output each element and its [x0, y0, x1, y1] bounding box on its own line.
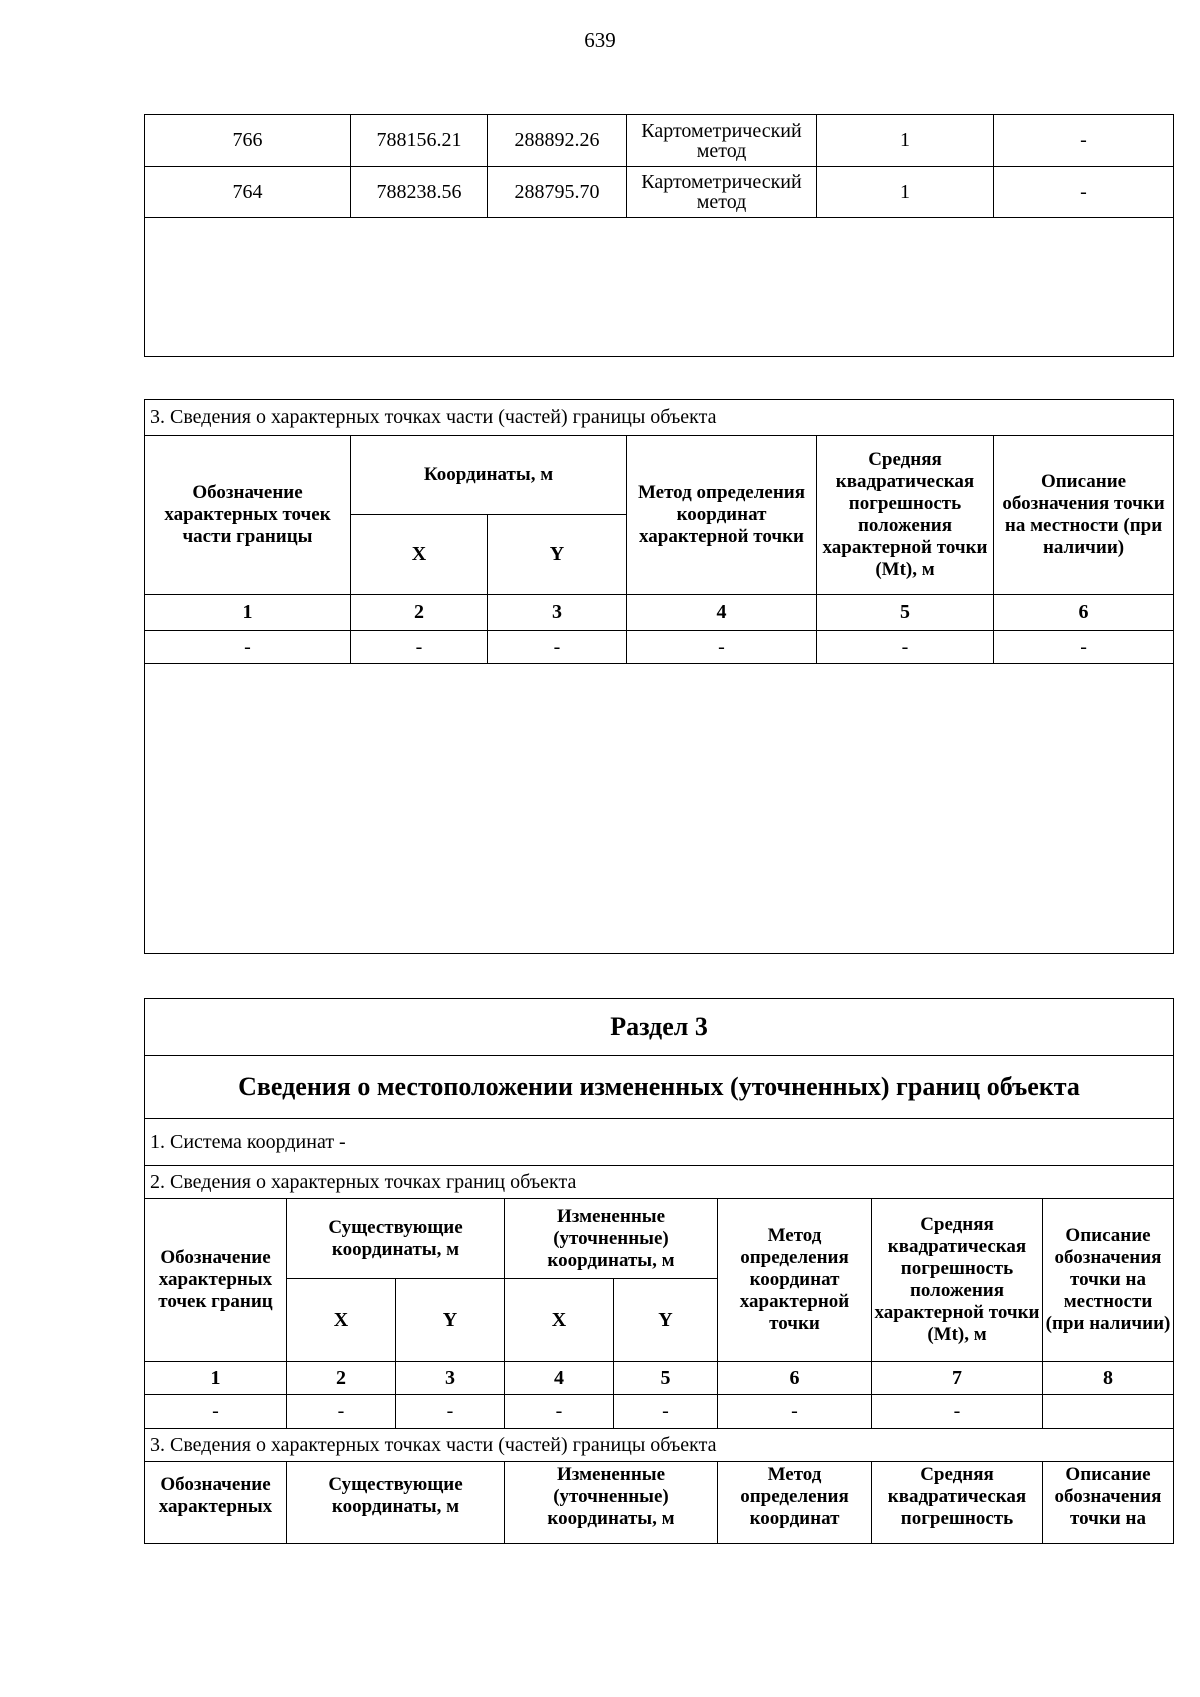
error-header: Средняя квадратическая погрешность положения характерной точки (Mt), м — [872, 1199, 1043, 1362]
boundary-points-title: 2. Сведения о характерных точках границ объекта — [145, 1166, 1174, 1199]
description-header: Описание обозначения точки на местности (при наличии) — [1043, 1199, 1174, 1362]
table-row — [145, 167, 1174, 218]
designation-header: Обозначение характерных точек части границы — [145, 436, 351, 595]
table-cell: - — [351, 631, 488, 664]
existing-coordinates-header: Существующие координаты, м — [287, 1199, 505, 1279]
empty-row — [145, 664, 1174, 954]
table-cell: - — [488, 631, 627, 664]
boundary-points-continuation-table — [144, 114, 1174, 357]
error-header: Средняя квадратическая погрешность — [872, 1462, 1043, 1544]
x-cell: 788238.56 — [351, 167, 488, 218]
column-number: 3 — [488, 595, 627, 631]
column-number: 1 — [145, 1362, 287, 1395]
method-cell: Картометрический метод — [627, 115, 817, 167]
column-number: 4 — [505, 1362, 614, 1395]
part-points-title: 3. Сведения о характерных точках части (частей) границы объекта — [145, 1429, 1174, 1462]
method-header: Метод определения координат — [718, 1462, 872, 1544]
changed-coordinates-header: Измененные (уточненные) координаты, м — [505, 1199, 718, 1279]
coordinate-system-line: 1. Система координат - — [145, 1119, 1174, 1166]
point-cell: 764 — [145, 167, 351, 218]
description-header: Описание обозначения точки на — [1043, 1462, 1174, 1544]
x-header: X — [505, 1279, 614, 1362]
method-header: Метод определения координат характерной точки — [718, 1199, 872, 1362]
table-cell: - — [145, 1395, 287, 1429]
table-cell: - — [718, 1395, 872, 1429]
error-header: Средняя квадратическая погрешность положения характерной точки (Mt), м — [817, 436, 994, 595]
column-number: 5 — [614, 1362, 718, 1395]
y-header: Y — [614, 1279, 718, 1362]
point-cell: 766 — [145, 115, 351, 167]
page-number: 639 — [584, 28, 616, 52]
designation-header: Обозначение характерных — [145, 1462, 287, 1544]
description-cell: - — [994, 167, 1174, 218]
y-header: Y — [396, 1279, 505, 1362]
table-cell: - — [627, 631, 817, 664]
error-cell: 1 — [817, 115, 994, 167]
table-row — [145, 631, 1174, 664]
table-cell — [1043, 1395, 1174, 1429]
table-cell: - — [396, 1395, 505, 1429]
section-3-table — [144, 998, 1174, 1544]
table-cell: - — [505, 1395, 614, 1429]
y-cell: 288892.26 — [488, 115, 627, 167]
changed-coordinates-header: Измененные (уточненные) координаты, м — [505, 1462, 718, 1544]
table-cell: - — [287, 1395, 396, 1429]
coordinates-header: Координаты, м — [351, 436, 627, 515]
table-row — [145, 1395, 1174, 1429]
x-cell: 788156.21 — [351, 115, 488, 167]
designation-header: Обозначение характерных точек границ — [145, 1199, 287, 1362]
column-number: 6 — [994, 595, 1174, 631]
column-number: 8 — [1043, 1362, 1174, 1395]
table-cell: - — [872, 1395, 1043, 1429]
column-number: 7 — [872, 1362, 1043, 1395]
section-heading: Раздел 3 — [145, 999, 1174, 1056]
table-row — [145, 115, 1174, 167]
error-cell: 1 — [817, 167, 994, 218]
y-header: Y — [488, 515, 627, 595]
column-number: 3 — [396, 1362, 505, 1395]
description-header: Описание обозначения точки на местности (при наличии) — [994, 436, 1174, 595]
y-cell: 288795.70 — [488, 167, 627, 218]
table-cell: - — [614, 1395, 718, 1429]
column-number: 5 — [817, 595, 994, 631]
part-points-title: 3. Сведения о характерных точках части (частей) границы объекта — [145, 400, 1174, 436]
part-boundary-points-table — [144, 399, 1174, 954]
section-title: Сведения о местоположении измененных (уточненных) границ объекта — [145, 1056, 1174, 1119]
table-cell: - — [817, 631, 994, 664]
column-number: 6 — [718, 1362, 872, 1395]
column-number: 2 — [287, 1362, 396, 1395]
existing-coordinates-header: Существующие координаты, м — [287, 1462, 505, 1544]
column-numbers-row — [145, 595, 1174, 631]
column-numbers-row — [145, 1362, 1174, 1395]
table-cell: - — [145, 631, 351, 664]
method-cell: Картометрический метод — [627, 167, 817, 218]
x-header: X — [351, 515, 488, 595]
empty-row — [145, 218, 1174, 357]
method-header: Метод определения координат характерной точки — [627, 436, 817, 595]
column-number: 4 — [627, 595, 817, 631]
description-cell: - — [994, 115, 1174, 167]
x-header: X — [287, 1279, 396, 1362]
column-number: 2 — [351, 595, 488, 631]
table-cell: - — [994, 631, 1174, 664]
column-number: 1 — [145, 595, 351, 631]
